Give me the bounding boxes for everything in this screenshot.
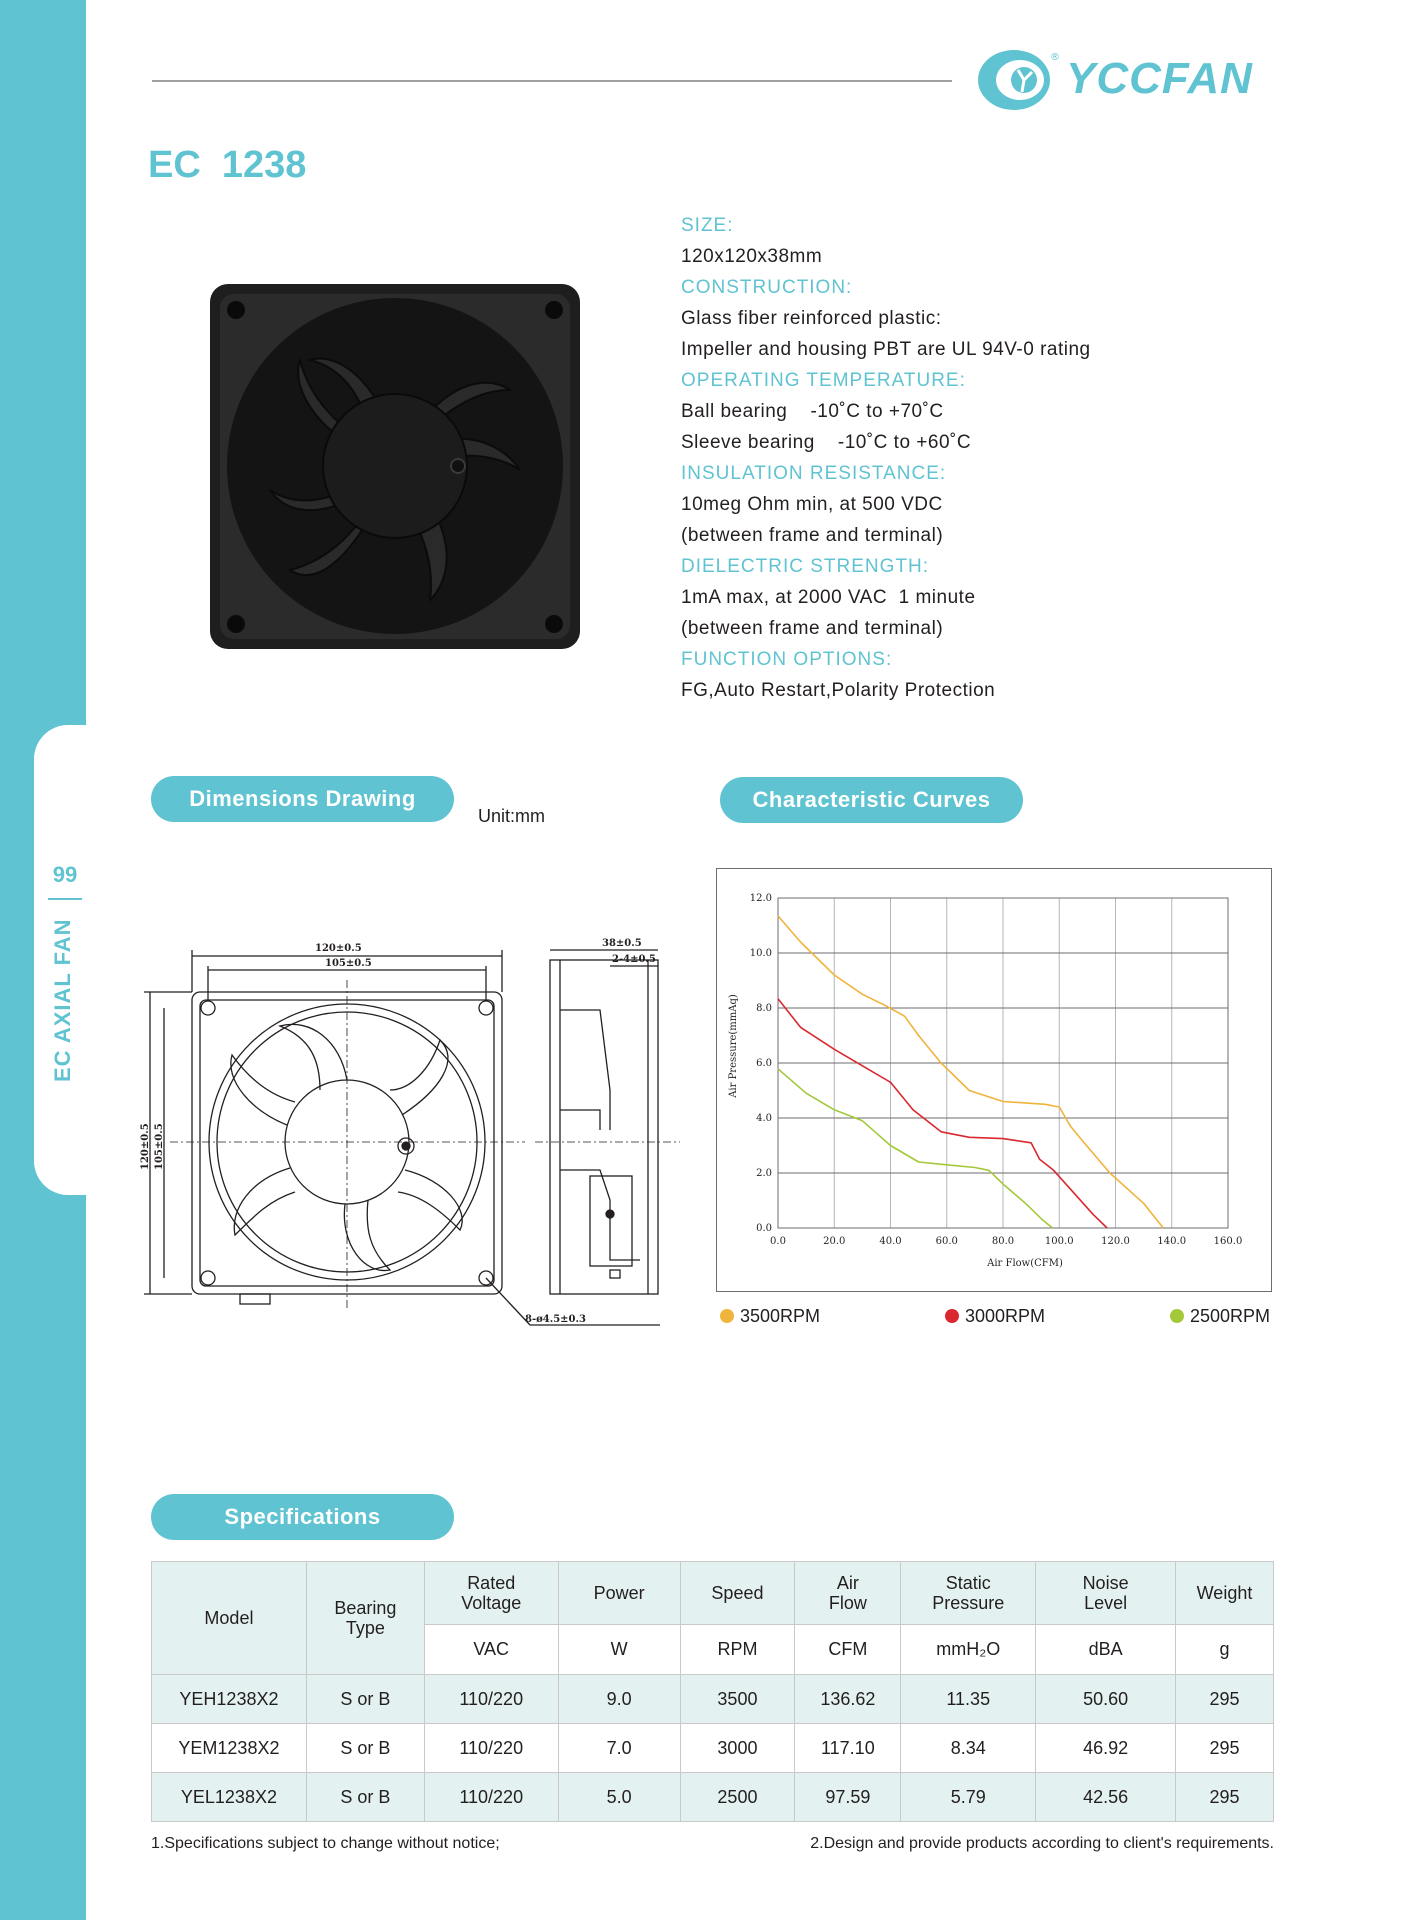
dim-depth: 38±0.5 (602, 938, 642, 949)
chart-xtick: 80.0 (991, 1236, 1015, 1247)
cell-weight: 295 (1176, 1724, 1274, 1773)
spec-label-dielectric: DIELECTRIC STRENGTH: (681, 556, 930, 577)
dim-height-outer: 120±0.5 (140, 1123, 151, 1170)
chart-ylabel: Air Pressure(mmAq) (728, 994, 739, 1098)
unit-power: W (558, 1625, 680, 1675)
dim-holes: 8-ø4.5±0.3 (525, 1314, 586, 1325)
cell-bearing: S or B (306, 1724, 424, 1773)
spec-label-construction: CONSTRUCTION: (681, 277, 853, 298)
cell-power: 9.0 (558, 1675, 680, 1724)
legend-label-3000: 3000RPM (965, 1306, 1046, 1326)
legend-item-3500 (720, 1306, 820, 1327)
unit-airflow: CFM (795, 1625, 901, 1675)
cell-pressure: 5.79 (901, 1773, 1036, 1822)
characteristic-curves-chart (716, 868, 1272, 1292)
header-rule (152, 80, 952, 82)
table-row (152, 1724, 1274, 1773)
chart-ytick: 8.0 (756, 1003, 772, 1014)
cell-speed: 3000 (680, 1724, 795, 1773)
cell-airflow: 117.10 (795, 1724, 901, 1773)
chart-xtick: 20.0 (823, 1236, 846, 1247)
cell-noise: 50.60 (1036, 1675, 1176, 1724)
cell-voltage: 110/220 (424, 1724, 558, 1773)
th-bearing: Bearing Type (306, 1562, 424, 1675)
unit-label: Unit:mm (478, 806, 545, 826)
brand-name: YCCFAN (1066, 54, 1253, 103)
spec-label-temperature: OPERATING TEMPERATURE: (681, 370, 966, 391)
spec-value-construction-1: Glass fiber reinforced plastic: (681, 308, 942, 329)
chart-xtick: 120.0 (1101, 1236, 1130, 1247)
chart-xtick: 60.0 (935, 1236, 958, 1247)
chart-ytick: 12.0 (749, 893, 772, 904)
spec-value-construction-2: Impeller and housing PBT are UL 94V-0 rating (681, 339, 1091, 360)
cell-model: YEH1238X2 (152, 1675, 307, 1724)
th-voltage: Rated Voltage (424, 1562, 558, 1625)
dim-width-holes: 105±0.5 (325, 958, 372, 969)
specifications-heading: Specifications (151, 1494, 454, 1540)
legend-dot-3000 (945, 1309, 959, 1323)
cell-bearing: S or B (306, 1773, 424, 1822)
table-row (152, 1675, 1274, 1724)
cell-bearing: S or B (306, 1675, 424, 1724)
cell-airflow: 136.62 (795, 1675, 901, 1724)
chart-xtick: 140.0 (1157, 1236, 1187, 1247)
cell-power: 5.0 (558, 1773, 680, 1822)
chart-ytick: 0.0 (756, 1223, 772, 1234)
cell-voltage: 110/220 (424, 1675, 558, 1724)
side-tab (34, 725, 124, 1195)
spec-value-dielectric-2: (between frame and terminal) (681, 618, 944, 639)
dimensions-heading: Dimensions Drawing (151, 776, 454, 822)
legend-dot-2500 (1170, 1309, 1184, 1323)
cell-power: 7.0 (558, 1724, 680, 1773)
dim-width-outer: 120±0.5 (315, 943, 362, 954)
cell-noise: 46.92 (1036, 1724, 1176, 1773)
cell-model: YEM1238X2 (152, 1724, 307, 1773)
legend-label-2500: 2500RPM (1190, 1306, 1271, 1326)
cell-pressure: 11.35 (901, 1675, 1036, 1724)
cell-weight: 295 (1176, 1675, 1274, 1724)
cell-pressure: 8.34 (901, 1724, 1036, 1773)
unit-voltage: VAC (424, 1625, 558, 1675)
specifications-table (151, 1561, 1274, 1822)
side-divider (48, 898, 82, 900)
chart-xtick: 100.0 (1044, 1236, 1074, 1247)
unit-weight: g (1176, 1625, 1274, 1675)
unit-speed: RPM (680, 1625, 795, 1675)
legend-item-3000 (945, 1306, 1045, 1327)
th-pressure: Static Pressure (901, 1562, 1036, 1625)
dimensions-drawing (140, 930, 700, 1330)
unit-noise: dBA (1036, 1625, 1176, 1675)
legend-item-2500 (1170, 1306, 1270, 1327)
footnote-left: 1.Specifications subject to change without notice; (151, 1835, 500, 1852)
unit-pressure: mmH₂O (901, 1625, 1036, 1675)
cell-airflow: 97.59 (795, 1773, 901, 1822)
cell-voltage: 110/220 (424, 1773, 558, 1822)
chart-ytick: 6.0 (756, 1058, 772, 1069)
chart-xlabel: Air Flow(CFM) (987, 1258, 1063, 1269)
cell-model: YEL1238X2 (152, 1773, 307, 1822)
spec-value-insulation-2: (between frame and terminal) (681, 525, 944, 546)
fan-logo-icon (976, 46, 1062, 116)
spec-list (681, 210, 1341, 706)
spec-value-size: 120x120x38mm (681, 246, 823, 267)
th-noise: Noise Level (1036, 1562, 1176, 1625)
legend-label-3500: 3500RPM (740, 1306, 821, 1326)
spec-value-temperature-ball: Ball bearing -10˚C to +70˚C (681, 401, 944, 422)
curves-heading: Characteristic Curves (720, 777, 1023, 823)
spec-value-insulation-1: 10meg Ohm min, at 500 VDC (681, 494, 943, 515)
footnote-right: 2.Design and provide products according to client's requirements. (810, 1835, 1274, 1852)
spec-label-insulation: INSULATION RESISTANCE: (681, 463, 947, 484)
chart-ytick: 4.0 (756, 1113, 772, 1124)
th-model: Model (152, 1562, 307, 1675)
chart-ytick: 10.0 (749, 948, 772, 959)
chart-xtick: 40.0 (879, 1236, 902, 1247)
th-power: Power (558, 1562, 680, 1625)
registered-mark: ® (1050, 52, 1060, 63)
table-row (152, 1773, 1274, 1822)
spec-value-dielectric-1: 1mA max, at 2000 VAC 1 minute (681, 587, 976, 608)
spec-value-function: FG,Auto Restart,Polarity Protection (681, 680, 996, 701)
page-title: EC 1238 (148, 144, 307, 186)
cell-speed: 2500 (680, 1773, 795, 1822)
legend-dot-3500 (720, 1309, 734, 1323)
cell-noise: 42.56 (1036, 1773, 1176, 1822)
th-airflow: Air Flow (795, 1562, 901, 1625)
brand-logo (976, 46, 1276, 116)
fan-product-image (200, 270, 590, 660)
spec-value-temperature-sleeve: Sleeve bearing -10˚C to +60˚C (681, 432, 972, 453)
dim-flange: 2-4±0.5 (612, 954, 656, 965)
chart-xtick: 0.0 (770, 1236, 786, 1247)
spec-label-size: SIZE: (681, 215, 734, 236)
chart-xtick: 160.0 (1213, 1236, 1243, 1247)
th-weight: Weight (1176, 1562, 1274, 1625)
th-speed: Speed (680, 1562, 795, 1625)
spec-label-function: FUNCTION OPTIONS: (681, 649, 893, 670)
cell-weight: 295 (1176, 1773, 1274, 1822)
chart-ytick: 2.0 (756, 1168, 772, 1179)
dim-height-holes: 105±0.5 (154, 1123, 165, 1170)
page-number: 99 (52, 862, 78, 887)
cell-speed: 3500 (680, 1675, 795, 1724)
section-label-vertical: EC AXIAL FAN (50, 918, 75, 1082)
